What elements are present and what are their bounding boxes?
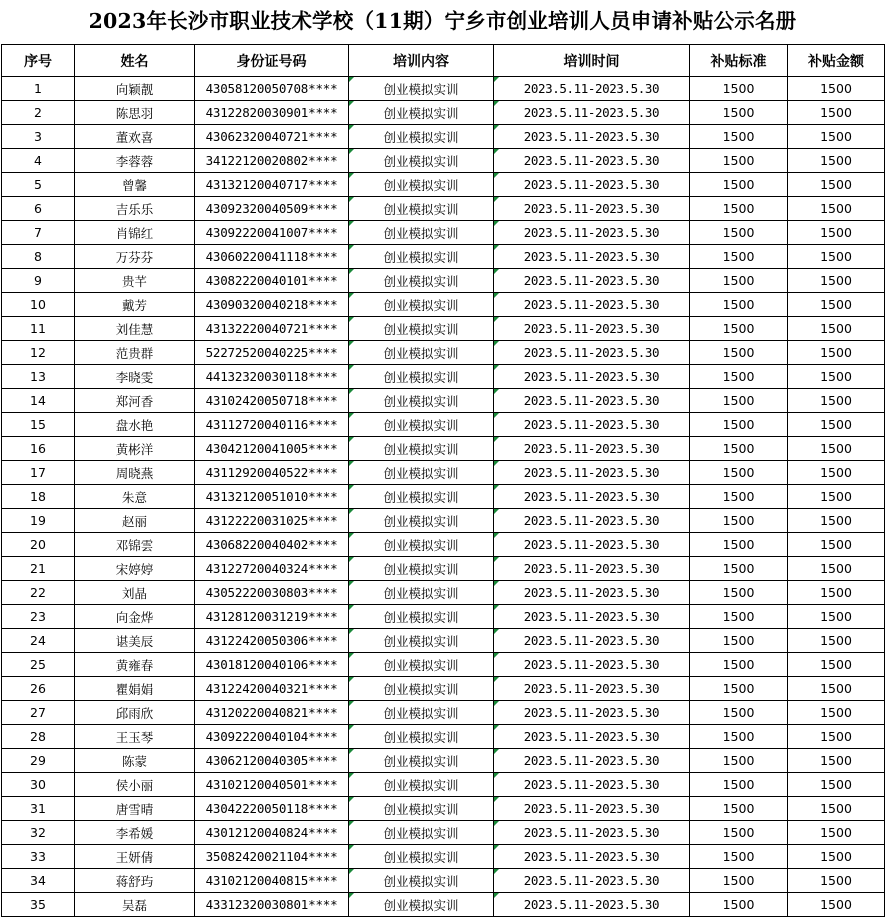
cell-name: 黄彬洋	[75, 437, 195, 461]
cell-content: 创业模拟实训	[349, 245, 494, 269]
cell-id: 43090320040218****	[195, 293, 349, 317]
cell-name: 郑河香	[75, 389, 195, 413]
cell-name: 曾馨	[75, 173, 195, 197]
cell-standard: 1500	[690, 533, 788, 557]
cell-id: 43122220031025****	[195, 509, 349, 533]
table-row	[2, 461, 885, 485]
cell-id: 43112720040116****	[195, 413, 349, 437]
cell-seq: 26	[2, 677, 75, 701]
cell-amount: 1500	[788, 341, 885, 365]
cell-content: 创业模拟实训	[349, 869, 494, 893]
cell-id: 43132120051010****	[195, 485, 349, 509]
table-row	[2, 701, 885, 725]
cell-name: 董欢喜	[75, 125, 195, 149]
cell-content: 创业模拟实训	[349, 629, 494, 653]
cell-seq: 31	[2, 797, 75, 821]
cell-period: 2023.5.11-2023.5.30	[494, 533, 690, 557]
cell-id: 43132120040717****	[195, 173, 349, 197]
cell-amount: 1500	[788, 605, 885, 629]
cell-name: 向颖靓	[75, 77, 195, 101]
cell-content: 创业模拟实训	[349, 389, 494, 413]
cell-content: 创业模拟实训	[349, 221, 494, 245]
cell-content: 创业模拟实训	[349, 797, 494, 821]
cell-standard: 1500	[690, 773, 788, 797]
cell-name: 赵丽	[75, 509, 195, 533]
cell-amount: 1500	[788, 101, 885, 125]
cell-content: 创业模拟实训	[349, 317, 494, 341]
cell-amount: 1500	[788, 389, 885, 413]
header-standard: 补贴标准	[690, 45, 788, 77]
table-row	[2, 773, 885, 797]
cell-content: 创业模拟实训	[349, 677, 494, 701]
cell-id: 43068220040402****	[195, 533, 349, 557]
cell-seq: 6	[2, 197, 75, 221]
cell-seq: 29	[2, 749, 75, 773]
cell-period: 2023.5.11-2023.5.30	[494, 845, 690, 869]
cell-period: 2023.5.11-2023.5.30	[494, 773, 690, 797]
cell-standard: 1500	[690, 245, 788, 269]
cell-standard: 1500	[690, 149, 788, 173]
cell-content: 创业模拟实训	[349, 413, 494, 437]
cell-id: 43102420050718****	[195, 389, 349, 413]
cell-id: 52272520040225****	[195, 341, 349, 365]
header-content: 培训内容	[349, 45, 494, 77]
cell-content: 创业模拟实训	[349, 773, 494, 797]
cell-standard: 1500	[690, 293, 788, 317]
cell-id: 35082420021104****	[195, 845, 349, 869]
table-row	[2, 125, 885, 149]
cell-period: 2023.5.11-2023.5.30	[494, 629, 690, 653]
cell-standard: 1500	[690, 677, 788, 701]
cell-content: 创业模拟实训	[349, 293, 494, 317]
cell-id: 43092320040509****	[195, 197, 349, 221]
cell-standard: 1500	[690, 437, 788, 461]
cell-seq: 13	[2, 365, 75, 389]
cell-id: 34122120020802****	[195, 149, 349, 173]
cell-seq: 1	[2, 77, 75, 101]
cell-period: 2023.5.11-2023.5.30	[494, 557, 690, 581]
cell-amount: 1500	[788, 245, 885, 269]
cell-seq: 30	[2, 773, 75, 797]
cell-amount: 1500	[788, 797, 885, 821]
cell-content: 创业模拟实训	[349, 437, 494, 461]
table-header	[2, 45, 885, 77]
cell-content: 创业模拟实训	[349, 653, 494, 677]
cell-content: 创业模拟实训	[349, 581, 494, 605]
cell-content: 创业模拟实训	[349, 461, 494, 485]
cell-amount: 1500	[788, 821, 885, 845]
cell-amount: 1500	[788, 725, 885, 749]
cell-period: 2023.5.11-2023.5.30	[494, 701, 690, 725]
table-row	[2, 437, 885, 461]
table-row	[2, 413, 885, 437]
cell-period: 2023.5.11-2023.5.30	[494, 197, 690, 221]
cell-standard: 1500	[690, 389, 788, 413]
cell-amount: 1500	[788, 149, 885, 173]
table-row	[2, 293, 885, 317]
cell-name: 陈思羽	[75, 101, 195, 125]
cell-id: 43128120031219****	[195, 605, 349, 629]
cell-standard: 1500	[690, 485, 788, 509]
cell-period: 2023.5.11-2023.5.30	[494, 605, 690, 629]
cell-content: 创业模拟实训	[349, 821, 494, 845]
cell-name: 蒋舒玙	[75, 869, 195, 893]
cell-id: 43012120040824****	[195, 821, 349, 845]
cell-content: 创业模拟实训	[349, 557, 494, 581]
cell-standard: 1500	[690, 557, 788, 581]
cell-standard: 1500	[690, 869, 788, 893]
cell-id: 43018120040106****	[195, 653, 349, 677]
header-amount: 补贴金额	[788, 45, 885, 77]
cell-id: 43132220040721****	[195, 317, 349, 341]
cell-id: 43042120041005****	[195, 437, 349, 461]
cell-standard: 1500	[690, 269, 788, 293]
cell-content: 创业模拟实训	[349, 893, 494, 917]
cell-id: 43092220040104****	[195, 725, 349, 749]
cell-period: 2023.5.11-2023.5.30	[494, 581, 690, 605]
cell-name: 谌美辰	[75, 629, 195, 653]
cell-amount: 1500	[788, 845, 885, 869]
cell-id: 43120220040821****	[195, 701, 349, 725]
cell-content: 创业模拟实训	[349, 509, 494, 533]
cell-amount: 1500	[788, 365, 885, 389]
cell-id: 43112920040522****	[195, 461, 349, 485]
header-id: 身份证号码	[195, 45, 349, 77]
cell-content: 创业模拟实训	[349, 533, 494, 557]
cell-content: 创业模拟实训	[349, 725, 494, 749]
cell-name: 肖锦红	[75, 221, 195, 245]
cell-standard: 1500	[690, 365, 788, 389]
cell-id: 43092220041007****	[195, 221, 349, 245]
cell-seq: 32	[2, 821, 75, 845]
cell-amount: 1500	[788, 773, 885, 797]
cell-seq: 23	[2, 605, 75, 629]
cell-seq: 8	[2, 245, 75, 269]
cell-name: 瞿娟娟	[75, 677, 195, 701]
cell-standard: 1500	[690, 125, 788, 149]
cell-id: 43122820030901****	[195, 101, 349, 125]
table-row	[2, 245, 885, 269]
cell-standard: 1500	[690, 701, 788, 725]
cell-content: 创业模拟实训	[349, 365, 494, 389]
table-row	[2, 677, 885, 701]
cell-amount: 1500	[788, 533, 885, 557]
table-row	[2, 509, 885, 533]
table-row	[2, 317, 885, 341]
cell-period: 2023.5.11-2023.5.30	[494, 101, 690, 125]
page-title: 2023年长沙市职业技术学校（11期）宁乡市创业培训人员申请补贴公示名册	[88, 9, 797, 33]
cell-name: 刘佳慧	[75, 317, 195, 341]
cell-period: 2023.5.11-2023.5.30	[494, 509, 690, 533]
cell-period: 2023.5.11-2023.5.30	[494, 269, 690, 293]
cell-period: 2023.5.11-2023.5.30	[494, 725, 690, 749]
cell-period: 2023.5.11-2023.5.30	[494, 293, 690, 317]
cell-name: 向金烨	[75, 605, 195, 629]
cell-period: 2023.5.11-2023.5.30	[494, 413, 690, 437]
cell-seq: 22	[2, 581, 75, 605]
cell-standard: 1500	[690, 461, 788, 485]
cell-name: 戴芳	[75, 293, 195, 317]
cell-content: 创业模拟实训	[349, 149, 494, 173]
cell-period: 2023.5.11-2023.5.30	[494, 749, 690, 773]
cell-name: 刘晶	[75, 581, 195, 605]
cell-standard: 1500	[690, 341, 788, 365]
cell-amount: 1500	[788, 77, 885, 101]
cell-seq: 28	[2, 725, 75, 749]
cell-amount: 1500	[788, 485, 885, 509]
cell-seq: 11	[2, 317, 75, 341]
cell-amount: 1500	[788, 269, 885, 293]
cell-period: 2023.5.11-2023.5.30	[494, 653, 690, 677]
cell-standard: 1500	[690, 605, 788, 629]
cell-standard: 1500	[690, 749, 788, 773]
roster-table	[1, 44, 885, 917]
cell-seq: 27	[2, 701, 75, 725]
cell-name: 邓锦雲	[75, 533, 195, 557]
cell-amount: 1500	[788, 221, 885, 245]
cell-amount: 1500	[788, 173, 885, 197]
cell-seq: 19	[2, 509, 75, 533]
table-body	[2, 77, 885, 917]
cell-name: 贵芊	[75, 269, 195, 293]
cell-id: 43312320030801****	[195, 893, 349, 917]
cell-standard: 1500	[690, 653, 788, 677]
table-row	[2, 893, 885, 917]
table-row	[2, 485, 885, 509]
cell-seq: 35	[2, 893, 75, 917]
cell-seq: 10	[2, 293, 75, 317]
cell-period: 2023.5.11-2023.5.30	[494, 149, 690, 173]
cell-seq: 14	[2, 389, 75, 413]
cell-content: 创业模拟实训	[349, 749, 494, 773]
table-row	[2, 221, 885, 245]
cell-name: 陈蒙	[75, 749, 195, 773]
cell-name: 王玉琴	[75, 725, 195, 749]
cell-amount: 1500	[788, 125, 885, 149]
cell-standard: 1500	[690, 821, 788, 845]
cell-period: 2023.5.11-2023.5.30	[494, 317, 690, 341]
cell-period: 2023.5.11-2023.5.30	[494, 245, 690, 269]
cell-standard: 1500	[690, 581, 788, 605]
cell-amount: 1500	[788, 197, 885, 221]
cell-standard: 1500	[690, 413, 788, 437]
cell-amount: 1500	[788, 413, 885, 437]
cell-name: 邱雨欣	[75, 701, 195, 725]
cell-amount: 1500	[788, 653, 885, 677]
table-row	[2, 869, 885, 893]
header-period: 培训时间	[494, 45, 690, 77]
cell-amount: 1500	[788, 749, 885, 773]
cell-period: 2023.5.11-2023.5.30	[494, 77, 690, 101]
cell-standard: 1500	[690, 893, 788, 917]
cell-amount: 1500	[788, 677, 885, 701]
cell-standard: 1500	[690, 725, 788, 749]
cell-id: 43060220041118****	[195, 245, 349, 269]
cell-id: 43102120040501****	[195, 773, 349, 797]
cell-period: 2023.5.11-2023.5.30	[494, 173, 690, 197]
cell-standard: 1500	[690, 173, 788, 197]
cell-amount: 1500	[788, 581, 885, 605]
cell-seq: 9	[2, 269, 75, 293]
cell-period: 2023.5.11-2023.5.30	[494, 485, 690, 509]
table-row	[2, 341, 885, 365]
table-row	[2, 101, 885, 125]
cell-period: 2023.5.11-2023.5.30	[494, 677, 690, 701]
cell-id: 43058120050708****	[195, 77, 349, 101]
cell-id: 43122720040324****	[195, 557, 349, 581]
cell-seq: 24	[2, 629, 75, 653]
cell-id: 43102120040815****	[195, 869, 349, 893]
cell-standard: 1500	[690, 509, 788, 533]
table-row	[2, 653, 885, 677]
cell-name: 盘水艳	[75, 413, 195, 437]
cell-content: 创业模拟实训	[349, 269, 494, 293]
cell-amount: 1500	[788, 893, 885, 917]
cell-standard: 1500	[690, 221, 788, 245]
cell-name: 唐雪晴	[75, 797, 195, 821]
cell-name: 周晓燕	[75, 461, 195, 485]
cell-amount: 1500	[788, 437, 885, 461]
cell-name: 吴磊	[75, 893, 195, 917]
cell-seq: 3	[2, 125, 75, 149]
cell-seq: 4	[2, 149, 75, 173]
table-row	[2, 605, 885, 629]
cell-period: 2023.5.11-2023.5.30	[494, 365, 690, 389]
cell-standard: 1500	[690, 101, 788, 125]
cell-content: 创业模拟实训	[349, 341, 494, 365]
cell-period: 2023.5.11-2023.5.30	[494, 797, 690, 821]
cell-seq: 18	[2, 485, 75, 509]
cell-amount: 1500	[788, 461, 885, 485]
cell-content: 创业模拟实训	[349, 173, 494, 197]
cell-name: 黄雍春	[75, 653, 195, 677]
table-row	[2, 749, 885, 773]
cell-name: 李蓉蓉	[75, 149, 195, 173]
cell-standard: 1500	[690, 845, 788, 869]
cell-id: 43042220050118****	[195, 797, 349, 821]
cell-seq: 12	[2, 341, 75, 365]
cell-name: 朱意	[75, 485, 195, 509]
cell-name: 李晓雯	[75, 365, 195, 389]
cell-id: 43122420050306****	[195, 629, 349, 653]
cell-seq: 7	[2, 221, 75, 245]
table-row	[2, 77, 885, 101]
cell-content: 创业模拟实训	[349, 197, 494, 221]
table-row	[2, 149, 885, 173]
cell-seq: 5	[2, 173, 75, 197]
table-row	[2, 533, 885, 557]
cell-period: 2023.5.11-2023.5.30	[494, 893, 690, 917]
cell-period: 2023.5.11-2023.5.30	[494, 221, 690, 245]
table-row	[2, 845, 885, 869]
cell-standard: 1500	[690, 77, 788, 101]
cell-id: 44132320030118****	[195, 365, 349, 389]
cell-seq: 2	[2, 101, 75, 125]
header-name: 姓名	[75, 45, 195, 77]
cell-amount: 1500	[788, 557, 885, 581]
cell-period: 2023.5.11-2023.5.30	[494, 389, 690, 413]
cell-standard: 1500	[690, 197, 788, 221]
cell-amount: 1500	[788, 869, 885, 893]
table-row	[2, 557, 885, 581]
cell-name: 范贵群	[75, 341, 195, 365]
cell-seq: 16	[2, 437, 75, 461]
cell-standard: 1500	[690, 629, 788, 653]
table-row	[2, 365, 885, 389]
cell-id: 43082220040101****	[195, 269, 349, 293]
cell-content: 创业模拟实训	[349, 845, 494, 869]
table-row	[2, 821, 885, 845]
cell-name: 李希媛	[75, 821, 195, 845]
cell-period: 2023.5.11-2023.5.30	[494, 125, 690, 149]
table-row	[2, 269, 885, 293]
cell-period: 2023.5.11-2023.5.30	[494, 437, 690, 461]
table-row	[2, 197, 885, 221]
header-seq: 序号	[2, 45, 75, 77]
cell-period: 2023.5.11-2023.5.30	[494, 461, 690, 485]
table-row	[2, 389, 885, 413]
cell-period: 2023.5.11-2023.5.30	[494, 341, 690, 365]
cell-id: 43062120040305****	[195, 749, 349, 773]
cell-seq: 20	[2, 533, 75, 557]
cell-seq: 15	[2, 413, 75, 437]
cell-content: 创业模拟实训	[349, 101, 494, 125]
table-row	[2, 797, 885, 821]
table-row	[2, 173, 885, 197]
cell-id: 43122420040321****	[195, 677, 349, 701]
cell-content: 创业模拟实训	[349, 485, 494, 509]
cell-name: 侯小丽	[75, 773, 195, 797]
cell-amount: 1500	[788, 629, 885, 653]
cell-period: 2023.5.11-2023.5.30	[494, 869, 690, 893]
cell-amount: 1500	[788, 317, 885, 341]
cell-content: 创业模拟实训	[349, 605, 494, 629]
table-row	[2, 581, 885, 605]
cell-standard: 1500	[690, 317, 788, 341]
table-row	[2, 725, 885, 749]
table-row	[2, 629, 885, 653]
cell-standard: 1500	[690, 797, 788, 821]
cell-amount: 1500	[788, 701, 885, 725]
cell-amount: 1500	[788, 509, 885, 533]
cell-name: 王妍倩	[75, 845, 195, 869]
cell-id: 43052220030803****	[195, 581, 349, 605]
cell-name: 吉乐乐	[75, 197, 195, 221]
cell-amount: 1500	[788, 293, 885, 317]
cell-seq: 34	[2, 869, 75, 893]
cell-content: 创业模拟实训	[349, 125, 494, 149]
cell-content: 创业模拟实训	[349, 77, 494, 101]
cell-name: 宋婷婷	[75, 557, 195, 581]
cell-seq: 17	[2, 461, 75, 485]
cell-seq: 25	[2, 653, 75, 677]
cell-id: 43062320040721****	[195, 125, 349, 149]
cell-period: 2023.5.11-2023.5.30	[494, 821, 690, 845]
cell-content: 创业模拟实训	[349, 701, 494, 725]
cell-seq: 33	[2, 845, 75, 869]
header-row	[2, 45, 885, 77]
cell-seq: 21	[2, 557, 75, 581]
cell-name: 万芬芬	[75, 245, 195, 269]
